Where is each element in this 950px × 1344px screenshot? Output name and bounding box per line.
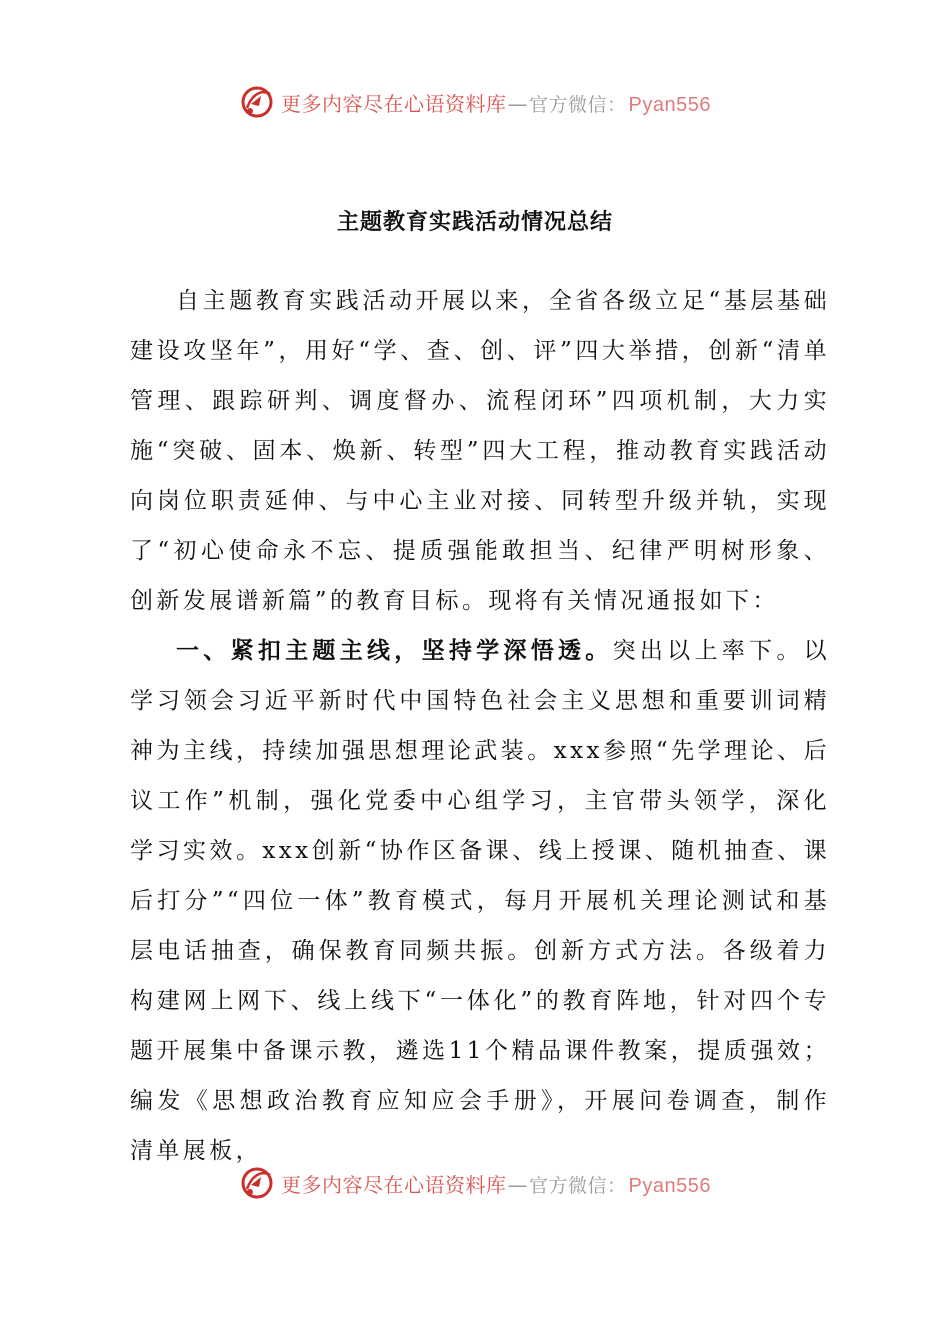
- document-body: [130, 276, 830, 1176]
- banner-main-text: 更多内容尽在心语资料库: [281, 1172, 507, 1197]
- banner-wechat-label: 官方微信：: [529, 93, 627, 116]
- page-title: 主题教育实践活动情况总结: [336, 210, 613, 235]
- banner-text: [281, 1169, 711, 1198]
- banner-wechat-id: Pyan556: [628, 1174, 711, 1197]
- paragraph-intro: 自主题教育实践活动开展以来，全省各级立足“基层基础建设攻坚年”，用好“学、查、创、评”四大举措，创新“清单管理、跟踪研判、调度督办、流程闭环”四项机制，大力实施“突破、固本、焕新、转型”四大工程，推动教育实践活动向岗位职责延伸、与中心主业对接、同转型升级并轨，实现了“初心使命永不忘、提质强能敢担当、纪律严明树形象、创新发展谱新篇”的教育目标。现将有关情况通报如下：: [130, 288, 830, 614]
- banner-separator: —: [507, 91, 528, 116]
- banner-separator: —: [507, 1172, 528, 1197]
- banner-wechat-id: Pyan556: [628, 93, 711, 116]
- banner-text: [281, 88, 711, 117]
- logo-icon: [239, 84, 275, 120]
- section-heading: 一、紧扣主题主线，坚持学深悟透。: [176, 638, 613, 664]
- banner-main-text: 更多内容尽在心语资料库: [281, 91, 507, 116]
- section-text: 突出以上率下。以学习领会习近平新时代中国特色社会主义思想和重要训词精神为主线，持续加强思想理论武装。xxx参照“先学理论、后议工作”机制，强化党委中心组学习，主官带头领学，深化学习实效。xxx创新“协作区备课、线上授课、随机抽查、课后打分”“四位一体”教育模式，每月开展机关理论测试和基层电话抽查，确保教育同频共振。创新方式方法。各级着力构建网上网下、线上线下“一体化”的教育阵地，针对四个专题开展集中备课示教，遴选11个精品课件教案，提质强效；编发《思想政治教育应知应会手册》，开展问卷调查，制作清单展板，: [130, 638, 830, 1164]
- paragraph-section-1: [130, 626, 830, 1176]
- logo-icon: [239, 1165, 275, 1201]
- footer-banner: [0, 1163, 950, 1203]
- banner-wechat-label: 官方微信：: [529, 1174, 627, 1197]
- header-banner: [0, 82, 950, 122]
